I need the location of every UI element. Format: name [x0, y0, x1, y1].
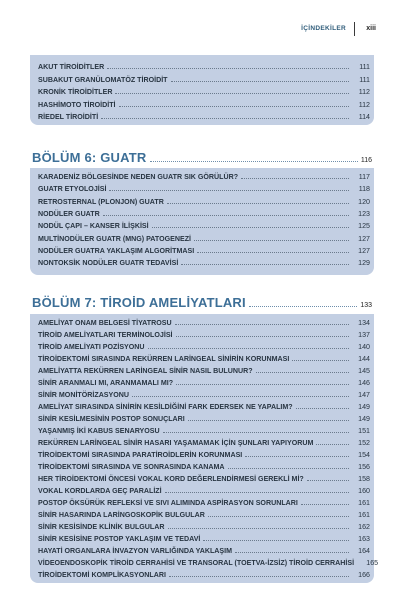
toc-entry-page: 149: [358, 403, 370, 411]
toc-entry[interactable]: [30, 473, 374, 485]
toc-entry-title: TİROİD AMELİYATLARI TERMİNOLOJİSİ: [38, 331, 173, 339]
dot-leader: [256, 365, 349, 373]
dot-leader: [152, 220, 349, 228]
toc-entry-page: 149: [358, 415, 370, 423]
chapter-heading-6[interactable]: [32, 150, 372, 165]
toc-entry-title: VOKAL KORDLARDA GEÇ PARALİZİ: [38, 487, 162, 495]
toc-entry-page: 118: [358, 185, 370, 194]
toc-entry-page: 125: [358, 222, 370, 231]
dot-leader: [188, 413, 349, 421]
toc-entry[interactable]: [30, 377, 374, 389]
toc-entries: [30, 168, 374, 270]
chapter-page: 133: [360, 302, 372, 309]
dot-leader: [197, 245, 349, 253]
dot-leader: [168, 521, 349, 529]
toc-entry-title: HASHİMOTO TİROİDİTİ: [38, 100, 116, 109]
toc-entry[interactable]: [30, 353, 374, 365]
dot-leader: [194, 233, 349, 241]
dot-leader: [132, 389, 349, 397]
toc-entry-title: RİEDEL TİROİDİTİ: [38, 113, 99, 121]
toc-entry-title: POSTOP ÖKSÜRÜK REFLEKSİ VE SIVI ALIMINDA ASPİRASYON SORUNLARI: [38, 499, 298, 507]
toc-entry[interactable]: [30, 485, 374, 497]
toc-entry[interactable]: [30, 569, 374, 581]
toc-entry-page: 166: [358, 571, 370, 579]
toc-entry[interactable]: [30, 449, 374, 461]
toc-entry-title: NONTOKSİK NODÜLER GUATR TEDAVİSİ: [38, 259, 179, 268]
running-header: [0, 24, 404, 42]
dot-leader: [150, 152, 358, 162]
toc-entry[interactable]: [30, 437, 374, 449]
dot-leader: [167, 196, 349, 204]
dot-leader: [169, 569, 349, 577]
toc-entry[interactable]: [30, 74, 374, 87]
toc-entry-page: 160: [358, 487, 370, 495]
toc-entry-page: 112: [358, 88, 370, 96]
dot-leader: [176, 377, 349, 385]
toc-entry[interactable]: [30, 401, 374, 413]
toc-entry[interactable]: [30, 61, 374, 74]
toc-entry-page: 146: [358, 379, 370, 387]
toc-entry[interactable]: [30, 425, 374, 437]
toc-entry-title: AKUT TİROİDİTLER: [38, 63, 105, 71]
toc-entry[interactable]: [30, 183, 374, 195]
toc-entry-title: TİROİD AMELİYATI POZİSYONU: [38, 343, 145, 351]
toc-entry-page: 112: [358, 100, 370, 109]
toc-block-chapter-6: [30, 168, 374, 275]
toc-entry[interactable]: [30, 86, 374, 99]
dot-leader: [316, 437, 349, 445]
toc-entry-title: SİNİR KESİSİNDE KLİNİK BULGULAR: [38, 523, 165, 531]
toc-entry-page: 163: [358, 535, 370, 543]
toc-block-chapter-7: [30, 314, 379, 583]
toc-entry-page: 127: [358, 234, 370, 243]
toc-entry-title: SİNİR KESİSİNE POSTOP YAKLAŞIM VE TEDAVİ: [38, 535, 201, 543]
toc-entry[interactable]: [30, 413, 374, 425]
toc-entry[interactable]: [30, 521, 374, 533]
toc-entry-page: 114: [358, 113, 370, 121]
dot-leader: [175, 317, 349, 325]
dot-leader: [165, 485, 349, 493]
toc-entry-title: NODÜL ÇAPI – KANSER İLİŞKİSİ: [38, 222, 149, 231]
dot-leader: [109, 183, 349, 191]
toc-entry-page: 129: [358, 259, 370, 268]
toc-entry-page: 154: [358, 451, 370, 459]
chapter-title: BÖLÜM 7: TİROİD AMELİYATLARI: [32, 295, 246, 310]
toc-entry-page: 147: [358, 391, 370, 399]
toc-entry[interactable]: [30, 220, 374, 232]
dot-leader: [176, 329, 349, 337]
dot-leader: [241, 171, 349, 179]
toc-entry-title: NODÜLER GUATR: [38, 210, 100, 219]
chapter-heading-7[interactable]: [32, 295, 372, 310]
toc-entry-page: 151: [358, 427, 370, 435]
chapter-title: BÖLÜM 6: GUATR: [32, 150, 147, 165]
dot-leader: [307, 473, 349, 481]
toc-entry-title: TİROİDEKTOMİ SIRASINDA PARATİROİDLERİN KORUNMASI: [38, 451, 243, 459]
dot-leader: [107, 61, 349, 69]
toc-entries: [30, 314, 379, 581]
toc-entry-page: 145: [358, 367, 370, 375]
dot-leader: [148, 341, 349, 349]
toc-entry[interactable]: [30, 509, 374, 521]
header-section-title: İÇİNDEKİLER: [301, 25, 346, 32]
toc-entry-page: 162: [358, 523, 370, 531]
toc-entry[interactable]: [30, 208, 374, 220]
toc-entry[interactable]: [30, 257, 374, 269]
dot-leader: [203, 533, 349, 541]
toc-entry-page: 137: [358, 331, 370, 339]
toc-entry[interactable]: [30, 557, 379, 569]
dot-leader: [163, 425, 349, 433]
toc-entry[interactable]: [30, 545, 374, 557]
toc-entry[interactable]: [30, 245, 374, 257]
toc-entry-page: 164: [358, 547, 370, 555]
toc-entry-title: TİROİDEKTOMİ SIRASINDA VE SONRASINDA KANAMA: [38, 463, 225, 471]
dot-leader: [181, 257, 349, 265]
toc-entry-page: 144: [358, 355, 370, 363]
toc-entry-title: YAŞANMIŞ İKİ KABUS SENARYOSU: [38, 427, 160, 435]
toc-entry-title: TİROİDEKTOMİ SIRASINDA REKÜRREN LARİNGEAL SİNİRİN KORUNMASI: [38, 355, 290, 363]
toc-entry-title: HER TİROİDEKTOMİ ÖNCESİ VOKAL KORD DEĞERLENDİRMESİ GEREKLİ Mİ?: [38, 475, 304, 483]
dot-leader: [119, 99, 349, 107]
toc-entry-page: 152: [358, 439, 370, 447]
toc-entry-page: 123: [358, 210, 370, 219]
toc-entry-page: 156: [358, 463, 370, 471]
toc-entry-title: AMELİYAT SIRASINDA SİNİRİN KESİLDİĞİNİ FARK EDERSEK NE YAPALIM?: [38, 403, 293, 411]
toc-entry-page: 111: [359, 63, 370, 71]
toc-entry[interactable]: [30, 317, 374, 329]
toc-entry-page: 117: [358, 173, 370, 181]
chapter-page: 116: [360, 157, 372, 164]
toc-entry-title: SUBAKUT GRANÜLOMATÖZ TİROİDİT: [38, 75, 168, 84]
toc-entry[interactable]: [30, 341, 374, 353]
toc-entry[interactable]: [30, 497, 374, 509]
toc-entry-title: SİNİR ARANMALI MI, ARANMAMALI MI?: [38, 379, 174, 387]
toc-entry-title: KRONİK TİROİDİTLER: [38, 88, 113, 96]
toc-entry-page: 120: [358, 197, 370, 206]
toc-entry-title: VİDEOENDOSKOPİK TİROİD CERRAHİSİ VE TRANSORAL (TOETVA-İZSİZ) TİROİD CERRAHİSİ: [38, 559, 355, 567]
dot-leader: [249, 297, 357, 307]
toc-entry-title: SİNİR MONİTÖRİZASYONU: [38, 391, 130, 399]
toc-entry[interactable]: [30, 365, 374, 377]
dot-leader: [235, 545, 349, 553]
header-page-number: xiii: [366, 25, 376, 32]
toc-entry-title: KARADENİZ BÖLGESİNDE NEDEN GUATR SIK GÖRÜLÜR?: [38, 173, 239, 181]
toc-entry-page: 158: [358, 475, 370, 483]
header-divider: [354, 22, 355, 36]
dot-leader: [296, 401, 349, 409]
toc-entry-page: 134: [358, 319, 370, 327]
dot-leader: [228, 461, 349, 469]
toc-entry[interactable]: [30, 111, 374, 124]
toc-block-chapter-5-tail: [30, 55, 374, 125]
toc-entry[interactable]: [30, 99, 374, 112]
toc-entry-page: 161: [358, 499, 370, 507]
toc-entry[interactable]: [30, 196, 374, 208]
dot-leader: [292, 353, 349, 361]
toc-entry-title: NODÜLER GUATRA YAKLAŞIM ALGORİTMASI: [38, 247, 195, 256]
toc-entry-page: 165: [366, 559, 379, 567]
toc-entry[interactable]: [30, 461, 374, 473]
toc-entry-title: AMELİYATTA REKÜRREN LARİNGEAL SİNİR NASIL BULUNUR?: [38, 367, 253, 375]
dot-leader: [101, 111, 349, 119]
dot-leader: [103, 208, 349, 216]
toc-entry-title: SİNİR HASARINDA LARİNGOSKOPİK BULGULAR: [38, 511, 205, 519]
toc-entry-title: AMELİYAT ONAM BELGESİ TİYATROSU: [38, 319, 172, 327]
toc-entry-title: RETROSTERNAL (PLONJON) GUATR: [38, 197, 164, 206]
toc-entry[interactable]: [30, 329, 374, 341]
toc-entry-page: 127: [358, 247, 370, 256]
toc-entry[interactable]: [30, 233, 374, 245]
dot-leader: [208, 509, 349, 517]
toc-entry-title: REKÜRREN LARİNGEAL SİNİR HASARI YAŞAMAMAK İÇİN ŞUNLARI YAPIYORUM: [38, 439, 314, 447]
toc-entries: [30, 55, 374, 124]
dot-leader: [171, 74, 349, 82]
toc-entry-title: SİNİR KESİLMESİNİN POSTOP SONUÇLARI: [38, 415, 185, 423]
toc-entry[interactable]: [30, 389, 374, 401]
toc-entry-title: TİROİDEKTOMİ KOMPLİKASYONLARI: [38, 571, 166, 579]
toc-entry-page: 140: [358, 343, 370, 351]
dot-leader: [301, 497, 349, 505]
toc-entry[interactable]: [30, 533, 374, 545]
dot-leader: [245, 449, 349, 457]
toc-entry-title: MULTİNODÜLER GUATR (MNG) PATOGENEZİ: [38, 234, 192, 243]
toc-entry[interactable]: [30, 171, 374, 183]
toc-entry-page: 111: [359, 75, 370, 84]
dot-leader: [115, 86, 349, 94]
toc-entry-page: 161: [358, 511, 370, 519]
toc-entry-title: HAYATİ ORGANLARA İNVAZYON VARLIĞINDA YAKLAŞIM: [38, 547, 233, 555]
toc-entry-title: GUATR ETYOLOJİSİ: [38, 185, 107, 194]
